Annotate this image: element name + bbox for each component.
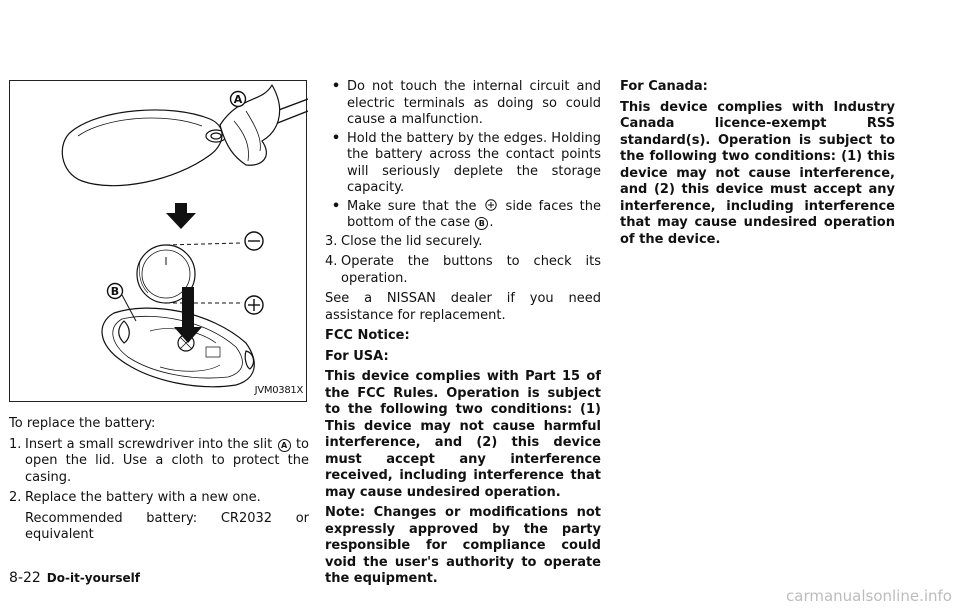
- bullet-dot-icon: •: [331, 130, 341, 146]
- step-4: 4. Operate the buttons to check its operation.: [325, 254, 601, 286]
- bullet-3: • Make sure that the side faces the bottom of the case B .: [325, 199, 601, 232]
- callout-b-icon: B: [475, 217, 488, 230]
- svg-text:A: A: [233, 93, 243, 106]
- column-3: [620, 79, 895, 252]
- step-3: 3. Close the lid securely.: [325, 233, 483, 249]
- page-footer: [9, 570, 140, 588]
- cloth-shape: [220, 85, 280, 165]
- fcc-note-text: Note: Changes or modifications not expressly approved by the party responsible for compliance could void the user's authority to operate the equipment.: [325, 505, 601, 586]
- fcc-notice-heading: FCC Notice:: [325, 328, 410, 343]
- figure-code: JVM0381X: [254, 384, 303, 396]
- insert-arrow-icon: [174, 287, 202, 343]
- section-title: Do-it-yourself: [46, 571, 140, 585]
- column-1: [9, 80, 309, 548]
- plus-side-icon: [485, 199, 497, 211]
- bullet-dot-icon: •: [331, 198, 341, 214]
- intro-text: To replace the battery:: [9, 416, 156, 431]
- minus-symbol-icon: [245, 232, 263, 250]
- canada-heading: For Canada:: [620, 79, 708, 94]
- callout-a-icon: A: [278, 439, 291, 452]
- down-arrow-icon: [166, 203, 196, 229]
- column-2: [325, 79, 601, 592]
- canada-compliance-text: This device complies with Industry Canada licence-exempt RSS standard(s). Operation is subject to the following two conditions: (1) this device may not cause interference, and (2) this device must accept any interference, including interference that may cause undesired operation of the device.: [620, 99, 895, 247]
- watermark: carmanualsonline.info: [786, 587, 952, 605]
- battery-replacement-figure: [9, 80, 307, 402]
- label-a-callout: [231, 92, 246, 107]
- bullet-2: • Hold the battery by the edges. Holding the battery across the contact points will seriously deplete the storage capacity.: [325, 131, 601, 197]
- plus-symbol-icon: [245, 296, 263, 314]
- bullet-dot-icon: •: [331, 79, 341, 94]
- step-1: 1. Insert a small screwdriver into the slit A to open the lid. Use a cloth to protect the casing.: [9, 436, 309, 485]
- usa-compliance-text: This device complies with Part 15 of the FCC Rules. Operation is subject to the following two conditions: (1) This device may not cause harmful interference, and (2) this device must accept any interference received, including interference that may cause undesired operation.: [325, 369, 601, 500]
- usa-heading: For USA:: [325, 348, 389, 364]
- step-2: 2. Replace the battery with a new one.: [9, 490, 261, 505]
- recommended-battery: Recommended battery: CR2032 or equivalent: [25, 510, 309, 542]
- open-case-shape: [102, 308, 254, 387]
- label-b-callout: [108, 284, 137, 322]
- dealer-text: See a NISSAN dealer if you need assistance for replacement.: [325, 291, 601, 323]
- key-fob-shape: [62, 110, 222, 186]
- svg-text:B: B: [110, 285, 120, 298]
- bullet-1: • Do not touch the internal circuit and electric terminals as doing so could cause a malfunction.: [325, 79, 601, 129]
- page-number: 8-22: [9, 570, 41, 586]
- key-fob-illustration: [10, 81, 308, 403]
